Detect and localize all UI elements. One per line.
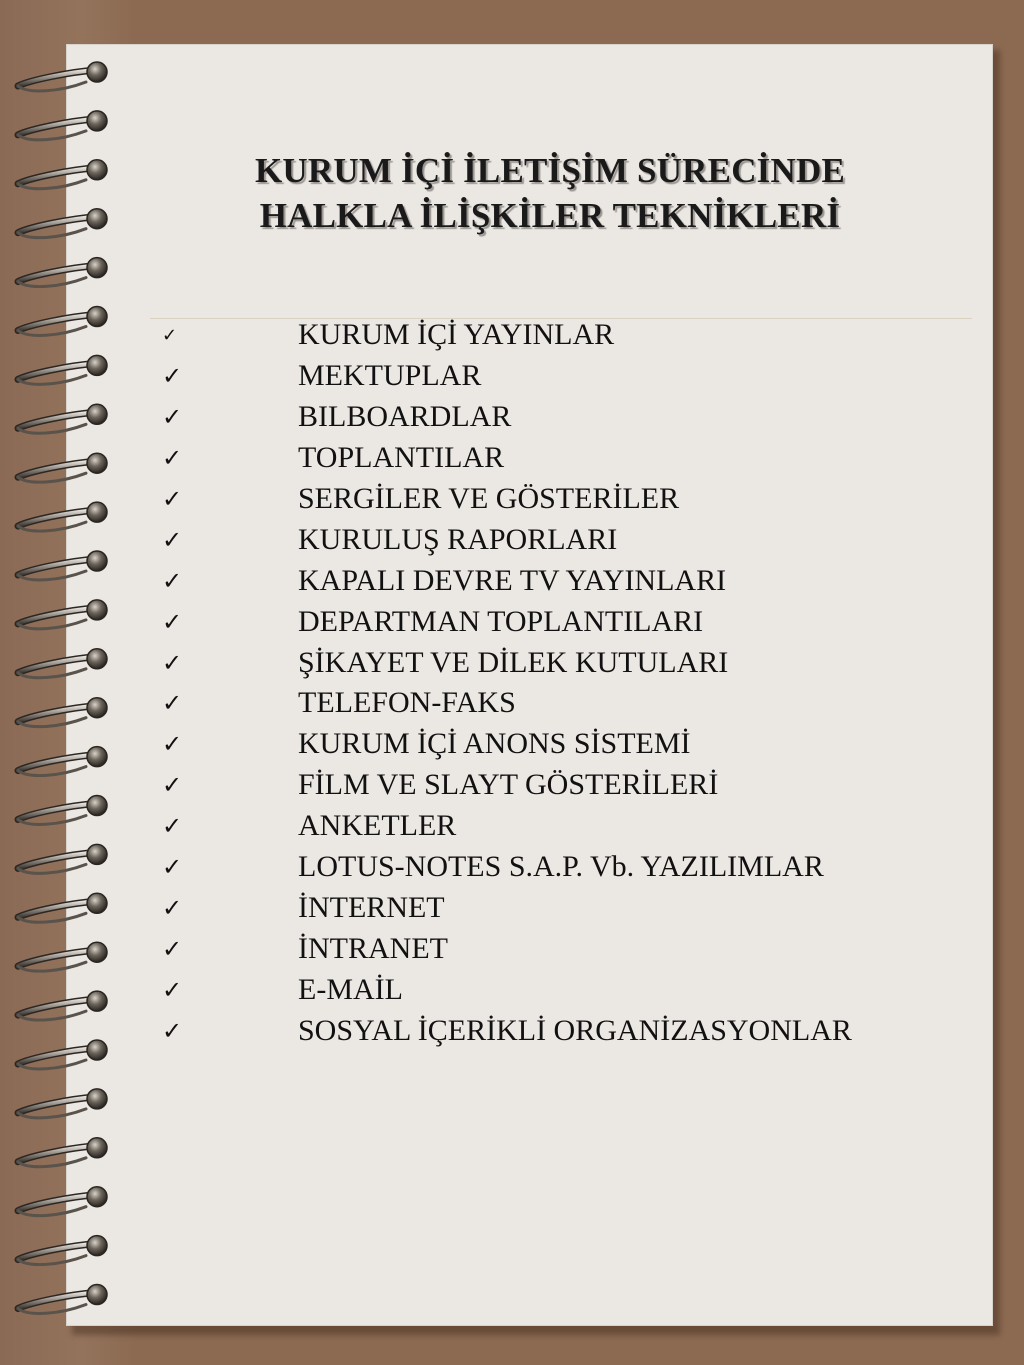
list-item	[150, 397, 980, 438]
list-item-label: İNTERNET	[298, 890, 445, 924]
checkmark-icon: ✓	[162, 403, 183, 432]
list-item-label: KURULUŞ RAPORLARI	[298, 522, 618, 556]
list-item-label: ŞİKAYET VE DİLEK KUTULARI	[298, 645, 729, 679]
list-item	[150, 315, 980, 356]
checkmark-icon: ✓	[162, 853, 183, 882]
checkmark-icon: ✓	[162, 975, 183, 1004]
list-item-label: TELEFON-FAKS	[298, 686, 516, 720]
list-item-label: KAPALI DEVRE TV YAYINLARI	[298, 563, 727, 597]
list-item-label: E-MAİL	[298, 972, 403, 1006]
checkmark-icon: ✓	[162, 525, 183, 554]
checkmark-icon: ✓	[162, 648, 183, 677]
binding-ring	[18, 893, 107, 922]
binding-ring	[18, 796, 107, 825]
list-item	[150, 683, 980, 724]
binding-ring	[18, 258, 107, 287]
list-item	[150, 847, 980, 888]
list-item-label: BILBOARDLAR	[298, 400, 512, 434]
list-item	[150, 928, 980, 969]
binding-ring	[18, 600, 107, 629]
binding-ring	[18, 942, 107, 971]
list-item	[150, 969, 980, 1010]
binding-ring	[18, 62, 107, 91]
checkmark-icon: ✓	[162, 689, 183, 718]
technique-list	[150, 315, 980, 1051]
checkmark-icon: ✓	[162, 771, 183, 800]
binding-ring	[18, 1187, 107, 1216]
checkmark-icon: ✓	[162, 934, 183, 963]
checkmark-icon: ✓	[162, 607, 183, 636]
list-item	[150, 560, 980, 601]
page-title	[150, 148, 950, 238]
list-item-label: FİLM VE SLAYT GÖSTERİLERİ	[298, 768, 719, 802]
title-line-2: HALKLA İLİŞKİLER TEKNİKLERİ	[259, 196, 841, 235]
binding-ring	[18, 355, 107, 384]
checkmark-icon: ✓	[162, 566, 183, 595]
list-item	[150, 438, 980, 479]
binding-ring	[18, 502, 107, 531]
binding-ring	[18, 1089, 107, 1118]
checkmark-icon: ✓	[162, 444, 183, 473]
binding-ring	[18, 844, 107, 873]
list-item	[150, 887, 980, 928]
spiral-binding	[0, 0, 130, 1365]
binding-ring	[18, 404, 107, 433]
list-item-label: KURUM İÇİ YAYINLAR	[298, 318, 615, 352]
binding-ring	[18, 1138, 107, 1167]
binding-ring	[18, 111, 107, 140]
binding-ring	[18, 747, 107, 776]
binding-ring	[18, 1236, 107, 1265]
binding-ring	[18, 453, 107, 482]
list-item	[150, 806, 980, 847]
list-item-label: İNTRANET	[298, 931, 448, 965]
binding-ring	[18, 551, 107, 580]
binding-ring	[18, 698, 107, 727]
list-item-label: SOSYAL İÇERİKLİ ORGANİZASYONLAR	[298, 1013, 852, 1047]
binding-ring	[18, 160, 107, 189]
list-item	[150, 601, 980, 642]
checkmark-icon: ✓	[162, 893, 183, 922]
checkmark-icon: ✓	[162, 485, 183, 513]
list-item	[150, 724, 980, 765]
list-item-label: SERGİLER VE GÖSTERİLER	[298, 482, 680, 515]
title-line-1: KURUM İÇİ İLETİŞİM SÜRECİNDE	[254, 151, 845, 190]
binding-ring	[18, 209, 107, 238]
checkmark-icon: ✓	[162, 1016, 183, 1045]
binding-ring	[18, 649, 107, 678]
checkmark-icon: ✓	[162, 812, 183, 841]
list-item-label: KURUM İÇİ ANONS SİSTEMİ	[298, 727, 691, 761]
binding-ring	[18, 991, 107, 1020]
checkmark-icon: ✓	[162, 730, 183, 759]
checkmark-icon: ✓	[162, 324, 178, 346]
list-item-label: ANKETLER	[298, 809, 457, 843]
list-item	[150, 356, 980, 397]
list-item-label: TOPLANTILAR	[298, 441, 505, 475]
list-item-label: MEKTUPLAR	[298, 359, 482, 393]
list-item-label: DEPARTMAN TOPLANTILARI	[298, 604, 704, 638]
checkmark-icon: ✓	[162, 362, 183, 391]
binding-ring	[18, 1040, 107, 1069]
binding-ring	[18, 307, 107, 336]
list-item	[150, 765, 980, 806]
binding-ring	[18, 1285, 107, 1314]
list-item	[150, 642, 980, 683]
list-item	[150, 1010, 980, 1051]
list-item-label: LOTUS-NOTES S.A.P. Vb. YAZILIMLAR	[298, 850, 824, 884]
list-item	[150, 479, 980, 520]
list-item	[150, 519, 980, 560]
